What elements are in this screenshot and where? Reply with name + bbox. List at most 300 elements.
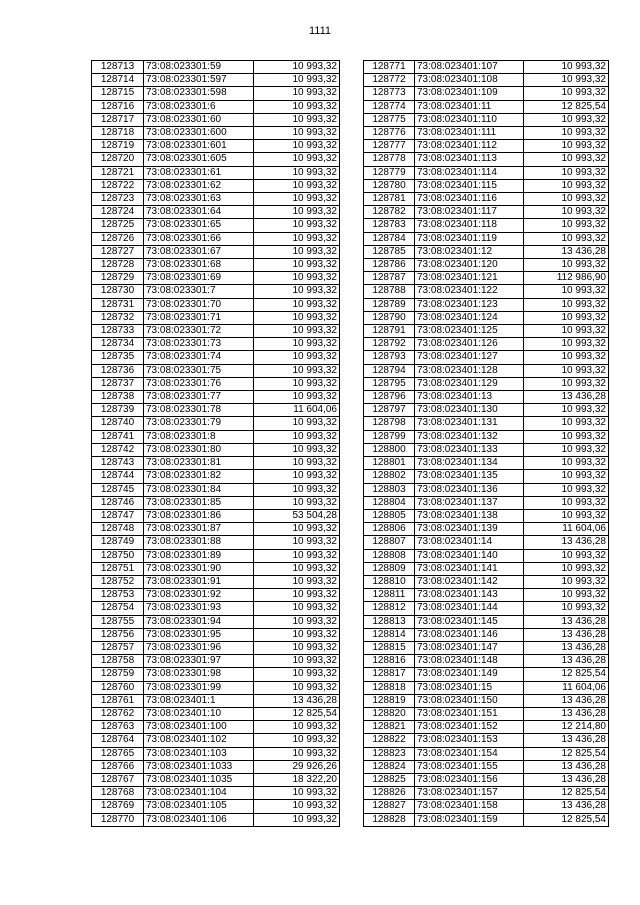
cadastral-number-cell: 73:08:023401:141 xyxy=(415,562,524,575)
table-row xyxy=(92,232,340,245)
amount-cell: 11 604,06 xyxy=(254,404,340,417)
row-id-cell: 128789 xyxy=(364,298,415,311)
table-row xyxy=(92,747,340,760)
table-row xyxy=(92,259,340,272)
amount-cell: 10 993,32 xyxy=(524,259,609,272)
amount-cell: 18 322,20 xyxy=(254,773,340,786)
table-row xyxy=(364,536,609,549)
table-row xyxy=(364,127,609,140)
amount-cell: 11 604,06 xyxy=(524,523,609,536)
cadastral-number-cell: 73:08:023401:140 xyxy=(415,549,524,562)
amount-cell: 10 993,32 xyxy=(254,311,340,324)
row-id-cell: 128768 xyxy=(92,787,144,800)
cadastral-number-cell: 73:08:023301:605 xyxy=(144,153,254,166)
cadastral-number-cell: 73:08:023301:99 xyxy=(144,681,254,694)
table-row xyxy=(364,602,609,615)
cadastral-number-cell: 73:08:023301:71 xyxy=(144,311,254,324)
cadastral-number-cell: 73:08:023401:14 xyxy=(415,536,524,549)
table-row xyxy=(92,628,340,641)
row-id-cell: 128776 xyxy=(364,127,415,140)
row-id-cell: 128799 xyxy=(364,430,415,443)
table-row xyxy=(92,562,340,575)
page-number: 1111 xyxy=(308,25,332,37)
row-id-cell: 128751 xyxy=(92,562,144,575)
table-row xyxy=(92,483,340,496)
amount-cell: 13 436,28 xyxy=(524,615,609,628)
cadastral-number-cell: 73:08:023301:76 xyxy=(144,377,254,390)
table-row xyxy=(364,470,609,483)
row-id-cell: 128754 xyxy=(92,602,144,615)
table-row xyxy=(92,61,340,74)
amount-cell: 10 993,32 xyxy=(254,338,340,351)
row-id-cell: 128807 xyxy=(364,536,415,549)
row-id-cell: 128736 xyxy=(92,364,144,377)
cadastral-number-cell: 73:08:023401:144 xyxy=(415,602,524,615)
amount-cell: 12 825,54 xyxy=(524,813,609,826)
table-row xyxy=(92,166,340,179)
row-id-cell: 128767 xyxy=(92,773,144,786)
amount-cell: 10 993,32 xyxy=(254,298,340,311)
table-row xyxy=(364,325,609,338)
row-id-cell: 128748 xyxy=(92,523,144,536)
table-row xyxy=(92,127,340,140)
table-row xyxy=(92,615,340,628)
row-id-cell: 128724 xyxy=(92,206,144,219)
cadastral-number-cell: 73:08:023401:132 xyxy=(415,430,524,443)
amount-cell: 10 993,32 xyxy=(524,127,609,140)
registry-table-right xyxy=(363,60,609,827)
cadastral-number-cell: 73:08:023301:80 xyxy=(144,443,254,456)
row-id-cell: 128827 xyxy=(364,800,415,813)
row-id-cell: 128797 xyxy=(364,404,415,417)
table-row xyxy=(364,549,609,562)
amount-cell: 10 993,32 xyxy=(254,245,340,258)
amount-cell: 10 993,32 xyxy=(254,655,340,668)
table-row xyxy=(92,87,340,100)
cadastral-number-cell: 73:08:023401:102 xyxy=(144,734,254,747)
amount-cell: 12 825,54 xyxy=(524,787,609,800)
row-id-cell: 128760 xyxy=(92,681,144,694)
cadastral-number-cell: 73:08:023401:149 xyxy=(415,668,524,681)
amount-cell: 13 436,28 xyxy=(524,245,609,258)
table-row xyxy=(92,787,340,800)
row-id-cell: 128713 xyxy=(92,61,144,74)
table-row xyxy=(92,377,340,390)
row-id-cell: 128802 xyxy=(364,470,415,483)
amount-cell: 10 993,32 xyxy=(524,193,609,206)
table-row xyxy=(364,245,609,258)
table-row xyxy=(92,245,340,258)
cadastral-number-cell: 73:08:023401:156 xyxy=(415,773,524,786)
amount-cell: 13 436,28 xyxy=(524,391,609,404)
table-row xyxy=(364,589,609,602)
cadastral-number-cell: 73:08:023401:120 xyxy=(415,259,524,272)
cadastral-number-cell: 73:08:023401:143 xyxy=(415,589,524,602)
table-row xyxy=(92,589,340,602)
row-id-cell: 128810 xyxy=(364,575,415,588)
cadastral-number-cell: 73:08:023401:107 xyxy=(415,61,524,74)
row-id-cell: 128715 xyxy=(92,87,144,100)
amount-cell: 10 993,32 xyxy=(254,628,340,641)
amount-cell: 10 993,32 xyxy=(524,232,609,245)
cadastral-number-cell: 73:08:023401:10 xyxy=(144,707,254,720)
amount-cell: 10 993,32 xyxy=(524,153,609,166)
row-id-cell: 128783 xyxy=(364,219,415,232)
table-row xyxy=(92,800,340,813)
cadastral-number-cell: 73:08:023301:88 xyxy=(144,536,254,549)
table-row xyxy=(364,193,609,206)
row-id-cell: 128790 xyxy=(364,311,415,324)
table-row xyxy=(364,404,609,417)
table-row xyxy=(92,325,340,338)
table-row xyxy=(92,655,340,668)
amount-cell: 12 825,54 xyxy=(524,747,609,760)
row-id-cell: 128714 xyxy=(92,74,144,87)
amount-cell: 10 993,32 xyxy=(254,272,340,285)
row-id-cell: 128731 xyxy=(92,298,144,311)
amount-cell: 13 436,28 xyxy=(524,628,609,641)
table-row xyxy=(364,377,609,390)
amount-cell: 11 604,06 xyxy=(524,681,609,694)
row-id-cell: 128774 xyxy=(364,100,415,113)
amount-cell: 10 993,32 xyxy=(524,219,609,232)
row-id-cell: 128737 xyxy=(92,377,144,390)
row-id-cell: 128792 xyxy=(364,338,415,351)
table-row xyxy=(364,655,609,668)
row-id-cell: 128721 xyxy=(92,166,144,179)
cadastral-number-cell: 73:08:023401:124 xyxy=(415,311,524,324)
table-row xyxy=(364,391,609,404)
cadastral-number-cell: 73:08:023401:13 xyxy=(415,391,524,404)
row-id-cell: 128726 xyxy=(92,232,144,245)
row-id-cell: 128800 xyxy=(364,443,415,456)
amount-cell: 10 993,32 xyxy=(254,364,340,377)
row-id-cell: 128746 xyxy=(92,496,144,509)
amount-cell: 10 993,32 xyxy=(254,166,340,179)
table-row xyxy=(364,166,609,179)
row-id-cell: 128796 xyxy=(364,391,415,404)
row-id-cell: 128791 xyxy=(364,325,415,338)
row-id-cell: 128806 xyxy=(364,523,415,536)
table-row xyxy=(364,681,609,694)
amount-cell: 10 993,32 xyxy=(524,417,609,430)
cadastral-number-cell: 73:08:023401:133 xyxy=(415,443,524,456)
row-id-cell: 128818 xyxy=(364,681,415,694)
cadastral-number-cell: 73:08:023401:138 xyxy=(415,509,524,522)
amount-cell: 10 993,32 xyxy=(254,179,340,192)
table-row xyxy=(364,140,609,153)
row-id-cell: 128723 xyxy=(92,193,144,206)
amount-cell: 10 993,32 xyxy=(524,575,609,588)
amount-cell: 10 993,32 xyxy=(524,61,609,74)
table-row xyxy=(364,417,609,430)
amount-cell: 10 993,32 xyxy=(524,589,609,602)
row-id-cell: 128764 xyxy=(92,734,144,747)
amount-cell: 13 436,28 xyxy=(524,655,609,668)
table-row xyxy=(364,364,609,377)
table-row xyxy=(364,615,609,628)
table-row xyxy=(92,338,340,351)
cadastral-number-cell: 73:08:023301:600 xyxy=(144,127,254,140)
row-id-cell: 128749 xyxy=(92,536,144,549)
table-row xyxy=(92,773,340,786)
amount-cell: 10 993,32 xyxy=(524,351,609,364)
row-id-cell: 128756 xyxy=(92,628,144,641)
table-row xyxy=(92,298,340,311)
amount-cell: 112 986,90 xyxy=(524,272,609,285)
table-row xyxy=(92,417,340,430)
row-id-cell: 128759 xyxy=(92,668,144,681)
row-id-cell: 128743 xyxy=(92,457,144,470)
cadastral-number-cell: 73:08:023401:159 xyxy=(415,813,524,826)
table-row xyxy=(92,523,340,536)
table-row xyxy=(92,575,340,588)
amount-cell: 10 993,32 xyxy=(254,127,340,140)
amount-cell: 10 993,32 xyxy=(254,470,340,483)
cadastral-number-cell: 73:08:023401:105 xyxy=(144,800,254,813)
amount-cell: 10 993,32 xyxy=(524,562,609,575)
cadastral-number-cell: 73:08:023401:139 xyxy=(415,523,524,536)
row-id-cell: 128803 xyxy=(364,483,415,496)
table-row xyxy=(364,734,609,747)
row-id-cell: 128777 xyxy=(364,140,415,153)
amount-cell: 10 993,32 xyxy=(524,206,609,219)
table-row xyxy=(364,694,609,707)
row-id-cell: 128742 xyxy=(92,443,144,456)
row-id-cell: 128785 xyxy=(364,245,415,258)
amount-cell: 10 993,32 xyxy=(254,536,340,549)
amount-cell: 10 993,32 xyxy=(254,417,340,430)
table-row xyxy=(92,272,340,285)
amount-cell: 10 993,32 xyxy=(524,338,609,351)
cadastral-number-cell: 73:08:023301:81 xyxy=(144,457,254,470)
cadastral-number-cell: 73:08:023401:128 xyxy=(415,364,524,377)
amount-cell: 10 993,32 xyxy=(254,377,340,390)
row-id-cell: 128738 xyxy=(92,391,144,404)
row-id-cell: 128812 xyxy=(364,602,415,615)
row-id-cell: 128766 xyxy=(92,760,144,773)
cadastral-number-cell: 73:08:023401:157 xyxy=(415,787,524,800)
row-id-cell: 128744 xyxy=(92,470,144,483)
table-row xyxy=(92,641,340,654)
table-row xyxy=(92,391,340,404)
cadastral-number-cell: 73:08:023301:597 xyxy=(144,74,254,87)
row-id-cell: 128730 xyxy=(92,285,144,298)
table-row xyxy=(92,113,340,126)
row-id-cell: 128733 xyxy=(92,325,144,338)
cadastral-number-cell: 73:08:023401:116 xyxy=(415,193,524,206)
row-id-cell: 128732 xyxy=(92,311,144,324)
table-row xyxy=(364,338,609,351)
amount-cell: 10 993,32 xyxy=(254,140,340,153)
amount-cell: 10 993,32 xyxy=(524,430,609,443)
row-id-cell: 128769 xyxy=(92,800,144,813)
row-id-cell: 128794 xyxy=(364,364,415,377)
amount-cell: 10 993,32 xyxy=(524,549,609,562)
row-id-cell: 128752 xyxy=(92,575,144,588)
amount-cell: 10 993,32 xyxy=(254,87,340,100)
row-id-cell: 128722 xyxy=(92,179,144,192)
row-id-cell: 128717 xyxy=(92,113,144,126)
amount-cell: 10 993,32 xyxy=(524,470,609,483)
cadastral-number-cell: 73:08:023301:6 xyxy=(144,100,254,113)
amount-cell: 10 993,32 xyxy=(254,391,340,404)
cadastral-number-cell: 73:08:023401:123 xyxy=(415,298,524,311)
amount-cell: 10 993,32 xyxy=(254,602,340,615)
amount-cell: 10 993,32 xyxy=(524,325,609,338)
row-id-cell: 128813 xyxy=(364,615,415,628)
table-row xyxy=(364,232,609,245)
row-id-cell: 128798 xyxy=(364,417,415,430)
row-id-cell: 128816 xyxy=(364,655,415,668)
row-id-cell: 128814 xyxy=(364,628,415,641)
amount-cell: 10 993,32 xyxy=(254,153,340,166)
cadastral-number-cell: 73:08:023401:125 xyxy=(415,325,524,338)
cadastral-number-cell: 73:08:023401:108 xyxy=(415,74,524,87)
table-row xyxy=(364,721,609,734)
row-id-cell: 128788 xyxy=(364,285,415,298)
table-row xyxy=(364,457,609,470)
cadastral-number-cell: 73:08:023401:1035 xyxy=(144,773,254,786)
table-row xyxy=(364,87,609,100)
table-row xyxy=(92,457,340,470)
cadastral-number-cell: 73:08:023301:85 xyxy=(144,496,254,509)
cadastral-number-cell: 73:08:023401:142 xyxy=(415,575,524,588)
cadastral-number-cell: 73:08:023301:598 xyxy=(144,87,254,100)
amount-cell: 13 436,28 xyxy=(524,694,609,707)
row-id-cell: 128780 xyxy=(364,179,415,192)
table-row xyxy=(364,219,609,232)
cadastral-number-cell: 73:08:023401:151 xyxy=(415,707,524,720)
amount-cell: 10 993,32 xyxy=(254,113,340,126)
table-row xyxy=(364,562,609,575)
cadastral-number-cell: 73:08:023401:153 xyxy=(415,734,524,747)
amount-cell: 10 993,32 xyxy=(254,100,340,113)
row-id-cell: 128824 xyxy=(364,760,415,773)
table-row xyxy=(92,74,340,87)
amount-cell: 10 993,32 xyxy=(254,285,340,298)
row-id-cell: 128761 xyxy=(92,694,144,707)
cadastral-number-cell: 73:08:023401:134 xyxy=(415,457,524,470)
amount-cell: 10 993,32 xyxy=(254,325,340,338)
table-row xyxy=(364,813,609,826)
cadastral-number-cell: 73:08:023301:7 xyxy=(144,285,254,298)
amount-cell: 10 993,32 xyxy=(254,589,340,602)
row-id-cell: 128727 xyxy=(92,245,144,258)
row-id-cell: 128784 xyxy=(364,232,415,245)
table-row xyxy=(364,443,609,456)
cadastral-number-cell: 73:08:023301:8 xyxy=(144,430,254,443)
cadastral-number-cell: 73:08:023401:100 xyxy=(144,721,254,734)
table-row xyxy=(364,509,609,522)
table-row xyxy=(364,311,609,324)
cadastral-number-cell: 73:08:023301:66 xyxy=(144,232,254,245)
table-row xyxy=(92,721,340,734)
row-id-cell: 128821 xyxy=(364,721,415,734)
table-row xyxy=(92,351,340,364)
cadastral-number-cell: 73:08:023301:67 xyxy=(144,245,254,258)
cadastral-number-cell: 73:08:023401:12 xyxy=(415,245,524,258)
cadastral-number-cell: 73:08:023301:68 xyxy=(144,259,254,272)
amount-cell: 10 993,32 xyxy=(254,483,340,496)
row-id-cell: 128775 xyxy=(364,113,415,126)
row-id-cell: 128750 xyxy=(92,549,144,562)
cadastral-number-cell: 73:08:023401:117 xyxy=(415,206,524,219)
amount-cell: 29 926,26 xyxy=(254,760,340,773)
cadastral-number-cell: 73:08:023401:137 xyxy=(415,496,524,509)
row-id-cell: 128822 xyxy=(364,734,415,747)
table-row xyxy=(364,747,609,760)
cadastral-number-cell: 73:08:023301:73 xyxy=(144,338,254,351)
table-row xyxy=(364,575,609,588)
amount-cell: 10 993,32 xyxy=(524,140,609,153)
amount-cell: 12 214,80 xyxy=(524,721,609,734)
table-row xyxy=(92,681,340,694)
row-id-cell: 128716 xyxy=(92,100,144,113)
row-id-cell: 128795 xyxy=(364,377,415,390)
table-row xyxy=(364,153,609,166)
cadastral-number-cell: 73:08:023401:119 xyxy=(415,232,524,245)
row-id-cell: 128801 xyxy=(364,457,415,470)
row-id-cell: 128765 xyxy=(92,747,144,760)
cadastral-number-cell: 73:08:023301:59 xyxy=(144,61,254,74)
cadastral-number-cell: 73:08:023301:98 xyxy=(144,668,254,681)
cadastral-number-cell: 73:08:023301:84 xyxy=(144,483,254,496)
amount-cell: 10 993,32 xyxy=(524,443,609,456)
amount-cell: 10 993,32 xyxy=(254,549,340,562)
table-row xyxy=(364,351,609,364)
amount-cell: 10 993,32 xyxy=(524,166,609,179)
table-row xyxy=(92,364,340,377)
amount-cell: 10 993,32 xyxy=(524,377,609,390)
row-id-cell: 128804 xyxy=(364,496,415,509)
amount-cell: 10 993,32 xyxy=(254,575,340,588)
table-row xyxy=(92,285,340,298)
cadastral-number-cell: 73:08:023401:111 xyxy=(415,127,524,140)
cadastral-number-cell: 73:08:023401:152 xyxy=(415,721,524,734)
table-row xyxy=(364,113,609,126)
registry-table-right-body xyxy=(364,61,609,827)
amount-cell: 10 993,32 xyxy=(524,285,609,298)
amount-cell: 10 993,32 xyxy=(254,734,340,747)
amount-cell: 10 993,32 xyxy=(524,483,609,496)
amount-cell: 10 993,32 xyxy=(524,404,609,417)
cadastral-number-cell: 73:08:023301:89 xyxy=(144,549,254,562)
table-row xyxy=(92,140,340,153)
row-id-cell: 128815 xyxy=(364,641,415,654)
cadastral-number-cell: 73:08:023301:92 xyxy=(144,589,254,602)
cadastral-number-cell: 73:08:023401:114 xyxy=(415,166,524,179)
amount-cell: 10 993,32 xyxy=(254,259,340,272)
table-row xyxy=(92,509,340,522)
cadastral-number-cell: 73:08:023301:69 xyxy=(144,272,254,285)
table-row xyxy=(364,641,609,654)
row-id-cell: 128745 xyxy=(92,483,144,496)
cadastral-number-cell: 73:08:023401:113 xyxy=(415,153,524,166)
cadastral-number-cell: 73:08:023401:131 xyxy=(415,417,524,430)
table-row xyxy=(364,206,609,219)
cadastral-number-cell: 73:08:023401:136 xyxy=(415,483,524,496)
amount-cell: 13 436,28 xyxy=(524,773,609,786)
amount-cell: 10 993,32 xyxy=(524,311,609,324)
row-id-cell: 128820 xyxy=(364,707,415,720)
row-id-cell: 128828 xyxy=(364,813,415,826)
amount-cell: 10 993,32 xyxy=(254,668,340,681)
table-row xyxy=(92,536,340,549)
row-id-cell: 128753 xyxy=(92,589,144,602)
cadastral-number-cell: 73:08:023401:135 xyxy=(415,470,524,483)
table-row xyxy=(92,430,340,443)
